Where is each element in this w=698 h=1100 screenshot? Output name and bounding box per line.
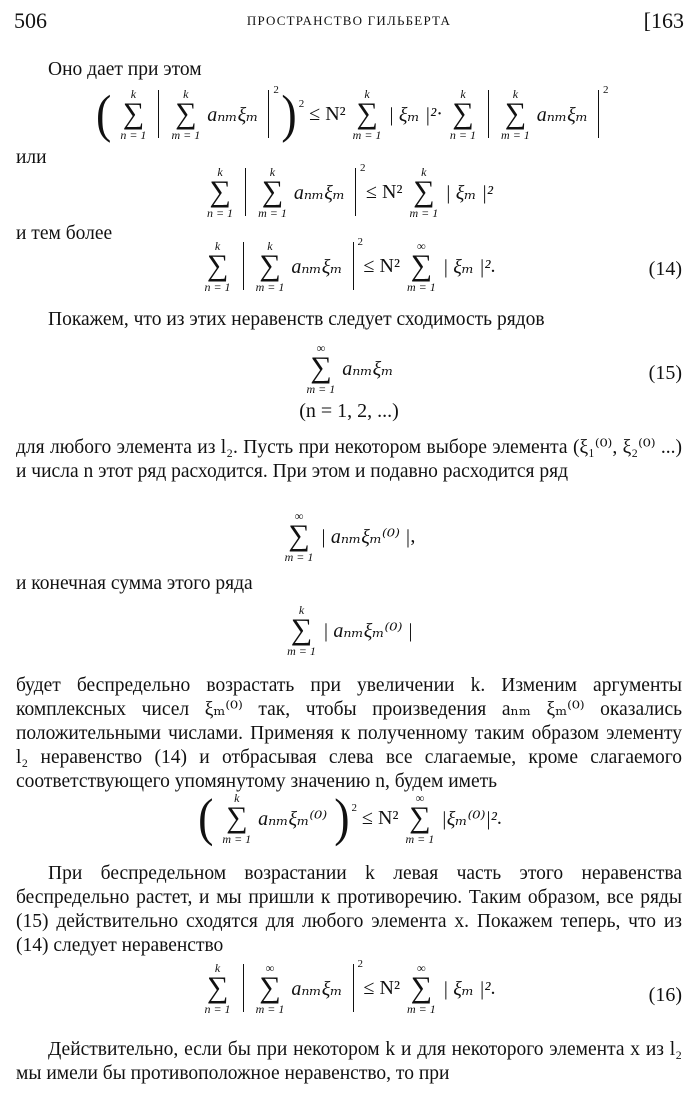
sum-m-inf: ∞ ∑ m = 1	[255, 961, 285, 1016]
period: .	[490, 976, 496, 999]
abs-bar-squared	[353, 964, 354, 1012]
sum-m: k ∑ m = 1	[258, 165, 287, 220]
paragraph-show: Покажем, что из этих неравенств следует сходимость рядов	[48, 309, 545, 330]
sum-n: k ∑ n = 1	[120, 87, 147, 142]
term-anm-xi0: aₙₘξₘ⁽⁰⁾	[258, 807, 328, 830]
sum-m-2: k ∑ m = 1	[409, 165, 439, 220]
running-header	[14, 8, 684, 38]
term-anm-xim: aₙₘξₘ	[291, 255, 343, 278]
term-abs-xi0-sq: |ξₘ⁽⁰⁾|²	[441, 807, 497, 830]
leq-n2: ≤ N²	[363, 254, 400, 277]
term-anm-xim: aₙₘξₘ	[342, 357, 394, 380]
index-condition: (n = 1, 2, ...)	[299, 400, 399, 422]
sum-m-2: k ∑ m = 1	[352, 87, 382, 142]
sum-m: k ∑ m = 1	[222, 791, 252, 846]
equation-label-14: (14)	[648, 258, 682, 280]
abs-bar	[488, 90, 489, 138]
leq-n2: ≤ N²	[309, 102, 346, 125]
sum-m: k ∑ m = 1	[171, 87, 201, 142]
paragraph-any-element: для любого элемента из l₂. Пусть при некотором выборе элемента (ξ₁⁽⁰⁾, ξ₂⁽⁰⁾ ...) и числа n этот ряд расходится. При этом и подавно расходится ряд	[16, 437, 682, 482]
sum-m-inf: ∞ ∑ m = 1	[405, 791, 435, 846]
sum-n: k ∑ n = 1	[206, 165, 234, 220]
leq-n2: ≤ N²	[362, 806, 399, 829]
abs-bar	[245, 168, 246, 216]
term-xi-sq: | ξₘ |²	[442, 977, 491, 1000]
equation-positive	[16, 788, 682, 847]
sum-m: k ∑ m = 1	[287, 603, 316, 658]
abs-bar	[243, 242, 244, 290]
abs-bar-squared	[353, 242, 354, 290]
abs-bar-squared	[268, 90, 269, 138]
equation-abs-series	[16, 510, 682, 563]
abs-bar	[158, 90, 159, 138]
sum-m-inf-2: ∞ ∑ m = 1	[406, 961, 436, 1016]
exponent: 2	[298, 97, 305, 110]
term-xi-sq: | ξₘ |²	[442, 255, 491, 278]
equation-finite-sum	[16, 604, 682, 657]
leq-n2: ≤ N²	[366, 180, 403, 203]
paragraph-moreover: и тем более	[16, 223, 113, 244]
term-anm-xim: aₙₘξₘ	[293, 181, 346, 204]
term-xi-sq: | ξₘ |²	[445, 181, 494, 204]
page-number: 506	[14, 8, 47, 33]
sum-m-inf: ∞ ∑ m = 1	[284, 509, 314, 564]
equation-label-16: (16)	[648, 984, 682, 1006]
paragraph-intro: Оно дает при этом	[48, 59, 202, 80]
sum-m-inf: ∞ ∑ m = 1	[306, 341, 336, 396]
equation-cauchy	[16, 84, 682, 143]
term-anm-xim: aₙₘξₘ	[291, 977, 343, 1000]
term-anm-xim: aₙₘξₘ	[536, 103, 588, 126]
sum-n-2: k ∑ n = 1	[449, 87, 477, 142]
abs-bar-squared	[355, 168, 356, 216]
paragraph-indeed: Действительно, если бы при некотором k и для некоторого элемента x из l₂ мы имели бы противоположное неравенство, то при	[16, 1039, 682, 1084]
comma: ,	[410, 524, 416, 547]
leq-n2: ≤ N²	[363, 976, 400, 999]
running-title: ПРОСТРАНСТВО ГИЛЬБЕРТА	[246, 13, 452, 28]
term-anm-xim: aₙₘξₘ	[207, 103, 259, 126]
paragraph-grow: будет беспредельно возрастать при увеличении k. Изменим аргументы комплексных чисел ξₘ⁽⁰⁾ так, чтобы произведения aₙₘ ξₘ⁽⁰⁾ оказались положительными числами. Применяя к полученному таким образом элементу l₂ неравенство (14) и отбрасывая слева все слагаемые, кроме слагаемого соответствующего упомянутому значению n, будем иметь	[16, 675, 682, 792]
exponent: 2	[351, 801, 358, 814]
section-number: [163	[643, 8, 684, 33]
left-paren: (	[198, 788, 214, 847]
abs-bar-squared	[598, 90, 599, 138]
term-abs-anm-xi0: | aₙₘξₘ⁽⁰⁾ |	[320, 525, 411, 548]
sum-m-inf: ∞ ∑ m = 1	[406, 239, 436, 294]
term-abs-anm-xi0: | aₙₘξₘ⁽⁰⁾ |	[322, 619, 413, 642]
dot-operator: ·	[436, 102, 443, 125]
paragraph-contradiction: При беспредельном возрастании k левая часть этого неравенства беспредельно растет, и мы пришли к противоречию. Таким образом, все ряды (15) действительно сходятся для любого элемента x. Покажем теперь, что из (14) следует неравенство	[16, 863, 682, 956]
term-xi-sq: | ξₘ |²	[388, 103, 437, 126]
period: .	[490, 254, 496, 277]
left-paren: (	[96, 84, 112, 143]
sum-m-3: k ∑ m = 1	[501, 87, 530, 142]
paragraph-or: или	[16, 147, 47, 168]
sum-n: k ∑ n = 1	[204, 961, 231, 1016]
right-paren: )	[281, 84, 297, 143]
equation-14	[16, 240, 682, 293]
sum-n: k ∑ n = 1	[204, 239, 231, 294]
equation-15	[16, 342, 682, 395]
right-paren: )	[334, 788, 350, 847]
equation-label-15: (15)	[648, 362, 682, 384]
period: .	[496, 806, 502, 829]
abs-bar	[243, 964, 244, 1012]
equation-or	[16, 166, 682, 219]
paragraph-finite-sum: и конечная сумма этого ряда	[16, 573, 253, 594]
sum-m: k ∑ m = 1	[255, 239, 285, 294]
equation-16	[16, 962, 682, 1015]
